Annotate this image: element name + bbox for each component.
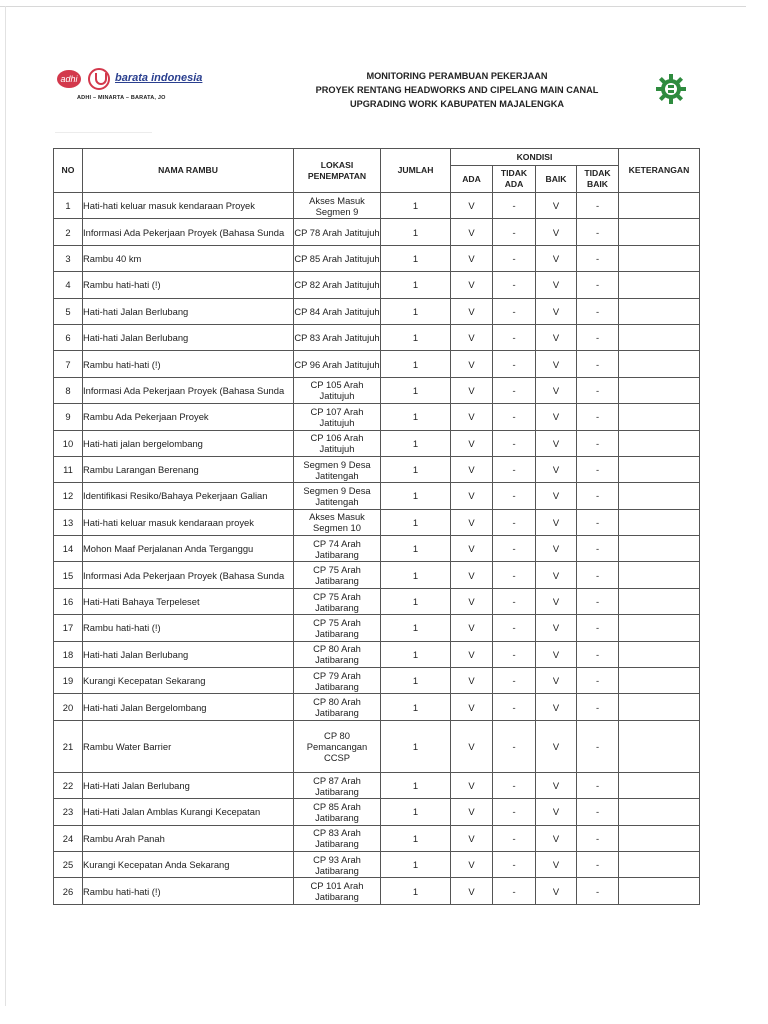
cell-no: 7 [54,351,83,377]
table-row [54,588,700,614]
cell-nama-rambu: Hati-Hati Jalan Amblas Kurangi Kecepatan [83,799,294,825]
cell-lokasi: CP 83 Arah Jatibarang [294,825,381,851]
cell-nama-rambu: Rambu Arah Panah [83,825,294,851]
cell-baik: V [536,272,577,298]
cell-ada: V [451,193,493,219]
cell-keterangan [619,825,700,851]
cell-jumlah: 1 [381,351,451,377]
cell-keterangan [619,588,700,614]
cell-keterangan [619,245,700,271]
cell-keterangan [619,694,700,720]
cell-nama-rambu: Rambu Ada Pekerjaan Proyek [83,404,294,430]
header-ada: ADA [451,166,493,193]
cell-ada: V [451,562,493,588]
cell-ada: V [451,588,493,614]
cell-keterangan [619,799,700,825]
cell-tidak-ada: - [493,351,536,377]
table-row [54,430,700,456]
cell-nama-rambu: Rambu Water Barrier [83,720,294,772]
cell-lokasi: CP 75 Arah Jatibarang [294,615,381,641]
cell-nama-rambu: Rambu Larangan Berenang [83,456,294,482]
cell-no: 12 [54,483,83,509]
cell-no: 16 [54,588,83,614]
cell-tidak-baik: - [577,219,619,245]
cell-jumlah: 1 [381,799,451,825]
table-row [54,772,700,798]
cell-baik: V [536,351,577,377]
cell-keterangan [619,851,700,877]
cell-nama-rambu: Rambu hati-hati (!) [83,615,294,641]
cell-lokasi: CP 107 Arah Jatitujuh [294,404,381,430]
cell-tidak-baik: - [577,641,619,667]
cell-tidak-ada: - [493,298,536,324]
cell-jumlah: 1 [381,193,451,219]
cell-baik: V [536,298,577,324]
cell-jumlah: 1 [381,536,451,562]
gear-emblem-icon [655,73,687,105]
cell-lokasi: CP 80 Pemancangan CCSP [294,720,381,772]
cell-jumlah: 1 [381,377,451,403]
table-row [54,562,700,588]
cell-lokasi: CP 106 Arah Jatitujuh [294,430,381,456]
table-row [54,324,700,350]
header-tidak-baik: TIDAK BAIK [577,166,619,193]
cell-no: 18 [54,641,83,667]
table-row [54,298,700,324]
cell-tidak-ada: - [493,219,536,245]
cell-tidak-baik: - [577,377,619,403]
cell-baik: V [536,245,577,271]
cell-no: 14 [54,536,83,562]
cell-tidak-ada: - [493,668,536,694]
table-row [54,641,700,667]
cell-nama-rambu: Hati-hati Jalan Berlubang [83,641,294,667]
cell-tidak-baik: - [577,404,619,430]
table-row [54,668,700,694]
cell-ada: V [451,694,493,720]
cell-ada: V [451,272,493,298]
cell-tidak-ada: - [493,324,536,350]
cell-no: 3 [54,245,83,271]
cell-jumlah: 1 [381,615,451,641]
cell-tidak-baik: - [577,825,619,851]
cell-no: 1 [54,193,83,219]
cell-tidak-ada: - [493,878,536,904]
cell-lokasi: CP 96 Arah Jatitujuh [294,351,381,377]
cell-jumlah: 1 [381,694,451,720]
cell-no: 20 [54,694,83,720]
cell-lokasi: CP 82 Arah Jatitujuh [294,272,381,298]
cell-keterangan [619,272,700,298]
title-line: PROYEK RENTANG HEADWORKS AND CIPELANG MAIN CANAL [315,85,599,95]
cell-tidak-baik: - [577,562,619,588]
cell-tidak-ada: - [493,694,536,720]
cell-baik: V [536,483,577,509]
cell-tidak-ada: - [493,641,536,667]
cell-keterangan [619,878,700,904]
page-edge-left [5,6,6,1006]
cell-baik: V [536,825,577,851]
company-logos [57,68,217,112]
cell-ada: V [451,430,493,456]
cell-nama-rambu: Hati-hati jalan bergelombang [83,430,294,456]
cell-nama-rambu: Rambu hati-hati (!) [83,878,294,904]
cell-baik: V [536,324,577,350]
cell-nama-rambu: Hati-hati keluar masuk kendaraan Proyek [83,193,294,219]
cell-tidak-ada: - [493,720,536,772]
header-keterangan: KETERANGAN [619,149,700,193]
divider [55,132,152,133]
cell-jumlah: 1 [381,562,451,588]
table-row [54,483,700,509]
sign-monitoring-table [53,148,700,905]
cell-nama-rambu: Hati-hati Jalan Berlubang [83,324,294,350]
header-tidak-ada: TIDAK ADA [493,166,536,193]
table-row [54,615,700,641]
cell-tidak-ada: - [493,483,536,509]
cell-tidak-baik: - [577,351,619,377]
cell-baik: V [536,562,577,588]
cell-tidak-baik: - [577,456,619,482]
cell-no: 13 [54,509,83,535]
cell-keterangan [619,324,700,350]
cell-lokasi: CP 80 Arah Jatibarang [294,694,381,720]
cell-baik: V [536,799,577,825]
cell-nama-rambu: Hati-hati keluar masuk kendaraan proyek [83,509,294,535]
cell-jumlah: 1 [381,851,451,877]
table-row [54,219,700,245]
cell-lokasi: CP 93 Arah Jatibarang [294,851,381,877]
cell-tidak-baik: - [577,720,619,772]
table-row [54,536,700,562]
barata-logo-icon [88,68,110,90]
cell-ada: V [451,298,493,324]
cell-keterangan [619,668,700,694]
cell-ada: V [451,456,493,482]
cell-keterangan [619,772,700,798]
cell-ada: V [451,483,493,509]
cell-keterangan [619,456,700,482]
cell-ada: V [451,377,493,403]
cell-no: 2 [54,219,83,245]
cell-tidak-baik: - [577,509,619,535]
table-row [54,404,700,430]
document-header [0,60,768,120]
cell-jumlah: 1 [381,324,451,350]
header-kondisi: KONDISI [451,149,619,166]
cell-ada: V [451,615,493,641]
cell-lokasi: CP 85 Arah Jatibarang [294,799,381,825]
cell-nama-rambu: Hati-hati Jalan Berlubang [83,298,294,324]
cell-tidak-baik: - [577,799,619,825]
cell-baik: V [536,641,577,667]
table-row [54,351,700,377]
cell-ada: V [451,641,493,667]
cell-no: 21 [54,720,83,772]
cell-keterangan [619,641,700,667]
cell-tidak-ada: - [493,193,536,219]
cell-tidak-ada: - [493,772,536,798]
cell-nama-rambu: Identifikasi Resiko/Bahaya Pekerjaan Galian [83,483,294,509]
table-row [54,720,700,772]
cell-keterangan [619,430,700,456]
cell-tidak-ada: - [493,825,536,851]
cell-lokasi: Akses Masuk Segmen 9 [294,193,381,219]
cell-jumlah: 1 [381,878,451,904]
cell-no: 26 [54,878,83,904]
cell-baik: V [536,509,577,535]
cell-jumlah: 1 [381,588,451,614]
cell-nama-rambu: Mohon Maaf Perjalanan Anda Terganggu [83,536,294,562]
header-nama-rambu: NAMA RAMBU [83,149,294,193]
cell-tidak-ada: - [493,588,536,614]
adhi-logo-icon: adhi [57,70,81,88]
cell-no: 15 [54,562,83,588]
cell-lokasi: Segmen 9 Desa Jatitengah [294,456,381,482]
cell-lokasi: CP 105 Arah Jatitujuh [294,377,381,403]
cell-lokasi: CP 87 Arah Jatibarang [294,772,381,798]
cell-baik: V [536,694,577,720]
cell-tidak-baik: - [577,851,619,877]
cell-tidak-ada: - [493,430,536,456]
cell-jumlah: 1 [381,298,451,324]
cell-nama-rambu: Hati-Hati Bahaya Terpeleset [83,588,294,614]
cell-baik: V [536,878,577,904]
cell-lokasi: CP 80 Arah Jatibarang [294,641,381,667]
cell-no: 5 [54,298,83,324]
cell-keterangan [619,351,700,377]
cell-ada: V [451,720,493,772]
cell-baik: V [536,219,577,245]
cell-no: 24 [54,825,83,851]
cell-keterangan [619,615,700,641]
cell-baik: V [536,456,577,482]
cell-nama-rambu: Kurangi Kecepatan Sekarang [83,668,294,694]
header-baik: BAIK [536,166,577,193]
cell-tidak-baik: - [577,772,619,798]
cell-tidak-baik: - [577,483,619,509]
cell-lokasi: CP 84 Arah Jatitujuh [294,298,381,324]
cell-ada: V [451,219,493,245]
cell-jumlah: 1 [381,245,451,271]
table-row [54,694,700,720]
cell-jumlah: 1 [381,430,451,456]
table-row [54,509,700,535]
cell-baik: V [536,668,577,694]
header-no: NO [54,149,83,193]
cell-tidak-baik: - [577,588,619,614]
table-row [54,878,700,904]
cell-jumlah: 1 [381,825,451,851]
cell-lokasi: CP 74 Arah Jatibarang [294,536,381,562]
cell-nama-rambu: Kurangi Kecepatan Anda Sekarang [83,851,294,877]
cell-ada: V [451,668,493,694]
cell-baik: V [536,193,577,219]
cell-no: 17 [54,615,83,641]
cell-tidak-baik: - [577,245,619,271]
cell-nama-rambu: Hati-Hati Jalan Berlubang [83,772,294,798]
cell-tidak-baik: - [577,298,619,324]
cell-keterangan [619,720,700,772]
cell-nama-rambu: Informasi Ada Pekerjaan Proyek (Bahasa Sunda [83,219,294,245]
cell-keterangan [619,193,700,219]
joint-operation-text: ADHI – MINARTA – BARATA, JO [77,95,166,101]
cell-tidak-ada: - [493,851,536,877]
cell-jumlah: 1 [381,720,451,772]
cell-ada: V [451,324,493,350]
cell-tidak-baik: - [577,536,619,562]
cell-keterangan [619,298,700,324]
cell-no: 23 [54,799,83,825]
cell-tidak-ada: - [493,272,536,298]
table-row [54,851,700,877]
cell-no: 8 [54,377,83,403]
cell-jumlah: 1 [381,483,451,509]
cell-ada: V [451,772,493,798]
cell-ada: V [451,799,493,825]
cell-no: 22 [54,772,83,798]
cell-ada: V [451,851,493,877]
table-row [54,272,700,298]
cell-keterangan [619,509,700,535]
cell-keterangan [619,377,700,403]
title-line: UPGRADING WORK KABUPATEN MAJALENGKA [349,99,565,109]
cell-ada: V [451,878,493,904]
cell-tidak-ada: - [493,562,536,588]
cell-nama-rambu: Rambu hati-hati (!) [83,351,294,377]
cell-ada: V [451,245,493,271]
cell-baik: V [536,772,577,798]
cell-keterangan [619,219,700,245]
cell-tidak-baik: - [577,430,619,456]
cell-nama-rambu: Rambu hati-hati (!) [83,272,294,298]
table-row [54,245,700,271]
cell-lokasi: CP 85 Arah Jatitujuh [294,245,381,271]
cell-baik: V [536,430,577,456]
cell-tidak-ada: - [493,509,536,535]
cell-ada: V [451,404,493,430]
cell-ada: V [451,509,493,535]
cell-lokasi: CP 101 Arah Jatibarang [294,878,381,904]
cell-tidak-baik: - [577,193,619,219]
cell-keterangan [619,562,700,588]
cell-nama-rambu: Informasi Ada Pekerjaan Proyek (Bahasa Sunda [83,377,294,403]
cell-baik: V [536,588,577,614]
cell-baik: V [536,377,577,403]
table-row [54,193,700,219]
cell-baik: V [536,720,577,772]
cell-nama-rambu: Hati-hati Jalan Bergelombang [83,694,294,720]
cell-nama-rambu: Informasi Ada Pekerjaan Proyek (Bahasa Sunda [83,562,294,588]
cell-jumlah: 1 [381,772,451,798]
cell-tidak-ada: - [493,245,536,271]
cell-lokasi: CP 78 Arah Jatitujuh [294,219,381,245]
cell-jumlah: 1 [381,404,451,430]
title-line: MONITORING PERAMBUAN PEKERJAAN [366,71,548,81]
cell-baik: V [536,404,577,430]
cell-ada: V [451,536,493,562]
cell-keterangan [619,536,700,562]
cell-tidak-baik: - [577,324,619,350]
document-title [290,69,624,111]
cell-no: 9 [54,404,83,430]
cell-lokasi: CP 75 Arah Jatibarang [294,588,381,614]
cell-lokasi: Akses Masuk Segmen 10 [294,509,381,535]
cell-lokasi: CP 75 Arah Jatibarang [294,562,381,588]
cell-keterangan [619,483,700,509]
cell-ada: V [451,351,493,377]
cell-tidak-ada: - [493,799,536,825]
cell-baik: V [536,536,577,562]
header-lokasi: LOKASI PENEMPATAN [294,149,381,193]
cell-no: 11 [54,456,83,482]
cell-tidak-ada: - [493,377,536,403]
cell-tidak-ada: - [493,615,536,641]
cell-tidak-ada: - [493,404,536,430]
cell-keterangan [619,404,700,430]
cell-baik: V [536,615,577,641]
cell-no: 4 [54,272,83,298]
cell-tidak-baik: - [577,272,619,298]
cell-nama-rambu: Rambu 40 km [83,245,294,271]
cell-ada: V [451,825,493,851]
cell-lokasi: CP 79 Arah Jatibarang [294,668,381,694]
cell-no: 10 [54,430,83,456]
header-jumlah: JUMLAH [381,149,451,193]
cell-jumlah: 1 [381,272,451,298]
table-row [54,377,700,403]
cell-tidak-baik: - [577,668,619,694]
cell-jumlah: 1 [381,668,451,694]
cell-jumlah: 1 [381,456,451,482]
cell-lokasi: CP 83 Arah Jatitujuh [294,324,381,350]
cell-no: 19 [54,668,83,694]
cell-tidak-baik: - [577,878,619,904]
cell-tidak-baik: - [577,615,619,641]
barata-brand-text: barata indonesia [115,72,203,84]
cell-tidak-baik: - [577,694,619,720]
table-row [54,825,700,851]
table-row [54,799,700,825]
cell-lokasi: Segmen 9 Desa Jatitengah [294,483,381,509]
cell-baik: V [536,851,577,877]
table-row [54,456,700,482]
cell-no: 25 [54,851,83,877]
cell-jumlah: 1 [381,509,451,535]
cell-jumlah: 1 [381,219,451,245]
cell-tidak-ada: - [493,536,536,562]
cell-tidak-ada: - [493,456,536,482]
cell-no: 6 [54,324,83,350]
cell-jumlah: 1 [381,641,451,667]
page-edge [0,6,746,7]
